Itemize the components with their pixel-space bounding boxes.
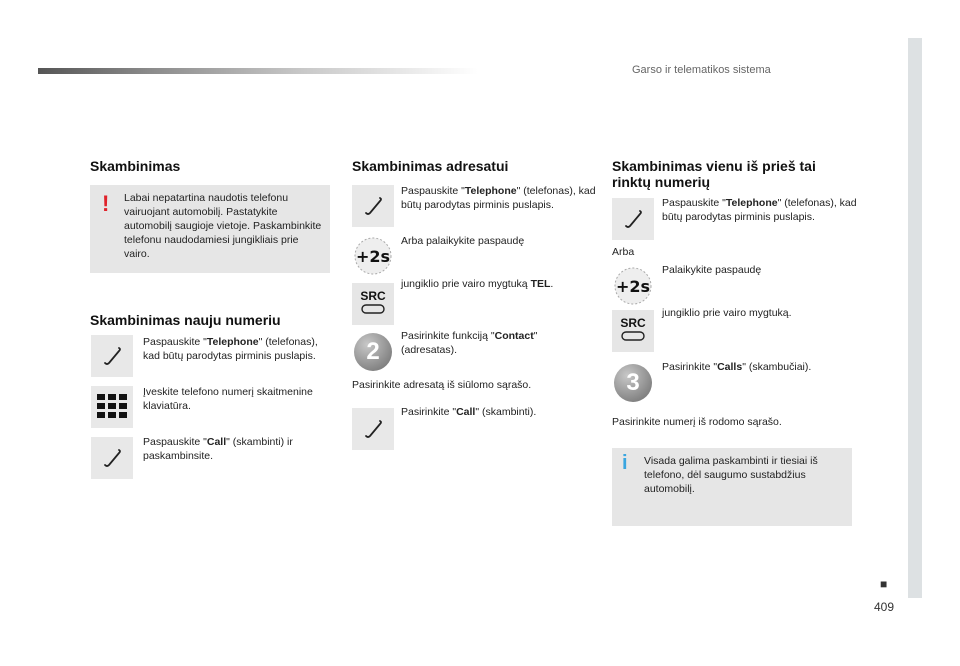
col1-step1: Paspauskite "Telephone" (telefonas), kad būtų parodytas pirminis puslapis.	[143, 336, 318, 362]
hold-2s-icon	[612, 265, 654, 307]
info-text: Visada galima paskambinti ir tiesiai iš telefono, dėl saugumo sustabdžius automobilį.	[644, 455, 818, 495]
hold-2s-label: +2s	[615, 277, 651, 296]
src-label: SRC	[620, 316, 646, 330]
col1-title: Skambinimas	[90, 158, 181, 174]
page-marker: ■	[880, 577, 888, 591]
col3-step4: Pasirinkite "Calls" (skambučiai).	[662, 361, 812, 373]
col1-step2: Įveskite telefono numerį skaitmenine klaviatūra.	[143, 386, 313, 412]
phone-icon	[91, 335, 133, 377]
side-bar	[908, 38, 922, 598]
info-box	[612, 448, 852, 526]
col3-step2: Palaikykite paspaudę	[662, 264, 762, 276]
header-decor-bar	[38, 68, 478, 74]
src-button-icon	[612, 310, 654, 352]
step-number-3: 3	[614, 364, 652, 402]
warning-text: Labai nepatartina naudotis telefonu vairuojant automobilį. Pastatykite automobilį saugioje vietoje. Paskambinkite telefonu naudodamiesi jungikliais prie vairo.	[124, 192, 322, 260]
col3-step1: Paspauskite "Telephone" (telefonas), kad būtų parodytas pirminis puslapis.	[662, 197, 857, 223]
col3-step5: Pasirinkite numerį iš rodomo sąrašo.	[612, 416, 782, 428]
col3-title: Skambinimas vienu iš prieš tai rinktų numerių	[612, 158, 816, 190]
hold-2s-label: +2s	[355, 247, 391, 266]
phone-icon	[612, 198, 654, 240]
col1-step3: Paspauskite "Call" (skambinti) ir paskambinsite.	[143, 436, 293, 462]
col2-step6: Pasirinkite "Call" (skambinti).	[401, 406, 537, 418]
call-icon	[352, 408, 394, 450]
col2-step1: Paspauskite "Telephone" (telefonas), kad būtų parodytas pirminis puslapis.	[401, 185, 596, 211]
phone-icon	[352, 185, 394, 227]
col1-section-title: Skambinimas nauju numeriu	[90, 312, 281, 328]
src-label: SRC	[360, 289, 386, 303]
page-number: 409	[874, 600, 895, 614]
col2-step5: Pasirinkite adresatą iš siūlomo sąrašo.	[352, 379, 532, 391]
col2-step2: Arba palaikykite paspaudę	[401, 235, 525, 247]
warning-box	[90, 185, 330, 273]
col3-step3: jungiklio prie vairo mygtuką.	[662, 307, 792, 319]
step-number-2: 2	[354, 333, 392, 371]
col2-title: Skambinimas adresatui	[352, 158, 509, 174]
header-title: Garso ir telematikos sistema	[632, 64, 771, 76]
warning-icon: !	[102, 191, 110, 216]
keypad-icon	[91, 386, 133, 428]
hold-2s-icon	[352, 235, 394, 277]
col2-step4: Pasirinkite funkciją "Contact" (adresatas).	[401, 330, 538, 356]
src-button-icon	[352, 283, 394, 325]
col3-or: Arba	[612, 246, 635, 258]
call-icon	[91, 437, 133, 479]
info-icon: i	[622, 452, 628, 474]
col2-step3: jungiklio prie vairo mygtuką TEL.	[401, 278, 554, 290]
